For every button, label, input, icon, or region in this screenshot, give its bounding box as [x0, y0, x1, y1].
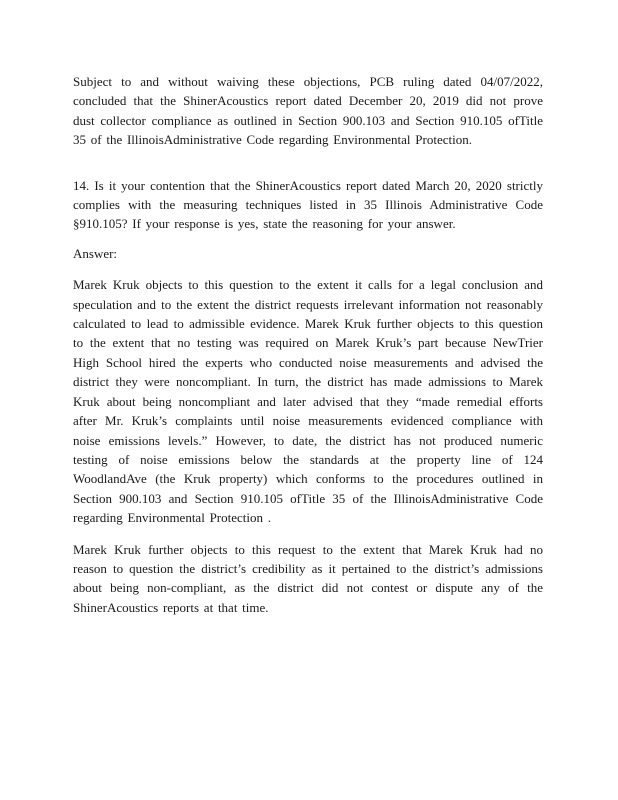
answer-paragraph-2: Marek Kruk further objects to this request to the extent that Marek Kruk had no reason to question the district’s credibility as it pertained to the district’s admissions about being non-compliant, as the district did not contest or dispute any of the ShinerAcoustics reports at that time. [73, 541, 543, 615]
answer-label: Answer: [73, 245, 118, 261]
question-14: 14. Is it your contention that the ShinerAcoustics report dated March 20, 2020 strictly complies with the measuring techniques listed in 35 Illinois Administrative Code §910.105? If your response is yes, state the reasoning for your answer. [73, 177, 543, 232]
spacer [73, 528, 543, 540]
spacer [73, 150, 543, 176]
spacer [73, 234, 543, 244]
answer-paragraph-1: Marek Kruk objects to this question to the extent it calls for a legal conclusion and speculation and to the extent the district requests irrelevant information not reasonably calculated to lead to admissible evidence. Marek Kruk further objects to this question to the extent that no testing was required on Marek Kruk’s part because NewTrier High School hired the experts who conducted noise measurements and advised the district they were noncompliant. In turn, the district has made admissions to Marek Kruk about being noncompliant and later advised that they “made remedial efforts after Mr. Kruk’s complaints until noise measurements evidenced compliance with noise emissions levels.” However, to date, the district has not produced numeric testing of noise emissions below the standards at the property line of 124 WoodlandAve (the Kruk property) which conforms to the procedures outlined in Section 900.103 and Section 910.105 ofTitle 35 of the IllinoisAdministrative Code regarding Environmental Protection . [73, 277, 543, 526]
spacer [73, 263, 543, 275]
objection-paragraph: Subject to and without waiving these objections, PCB ruling dated 04/07/2022, concluded that the ShinerAcoustics report dated December 20, 2019 did not prove dust collector compliance as outlined in Section 900.103 and Section 910.105 ofTitle 35 of the IllinoisAdministrative Code regarding Environmental Protection. [73, 74, 543, 148]
document-page [73, 72, 543, 617]
